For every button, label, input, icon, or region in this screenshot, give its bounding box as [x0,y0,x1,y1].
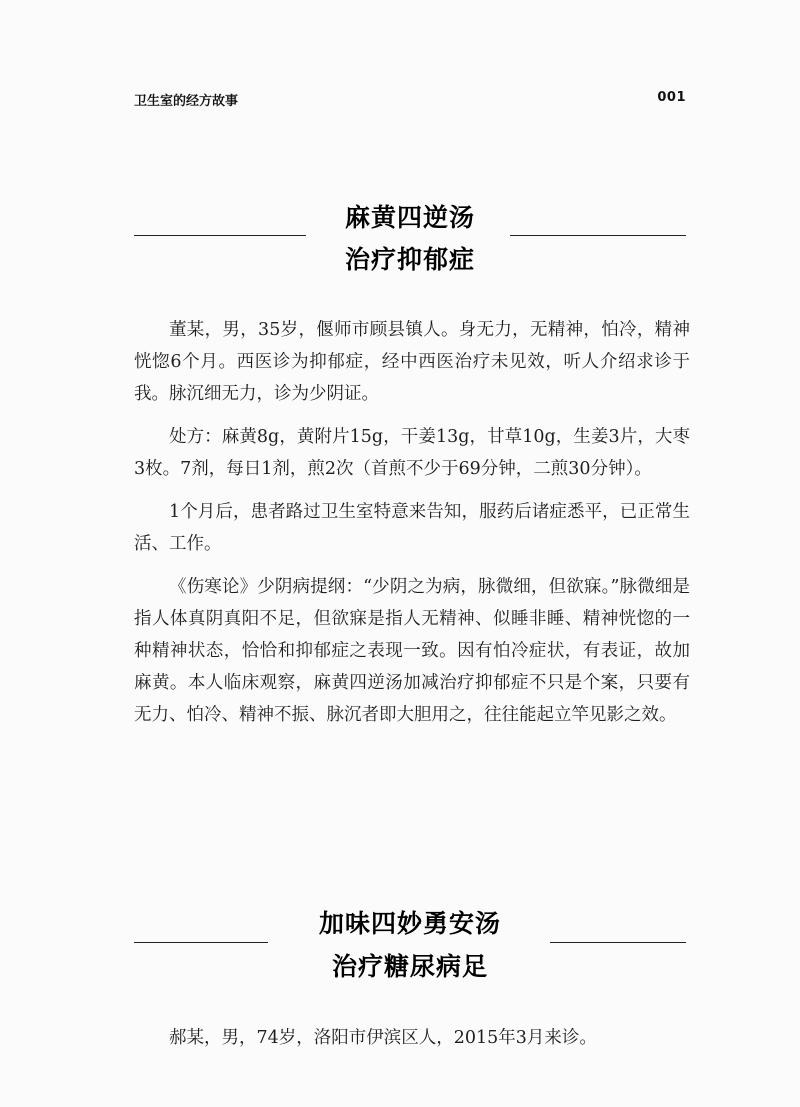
running-header [134,90,686,114]
heading-rule-left [134,942,268,943]
paragraph: 《伤寒论》少阴病提纲：“少阴之为病，脉微细，但欲寐。”脉微细是指人体真阴真阳不足，但欲寐是指人无精神、似睡非睡、精神恍惚的一种精神状态，恰恰和抑郁症之表现一致。因有怕冷症状，有表证，故加麻黄。本人临床观察，麻黄四逆汤加减治疗抑郁症不只是个案，只要有无力、怕冷、精神不振、脉沉者即大胆用之，往往能起立竿见影之效。 [134,577,690,725]
section-title-line1: 麻黄四逆汤 [344,203,475,232]
section-title-line2: 治疗抑郁症 [344,245,475,274]
section-title-line2: 治疗糖尿病足 [331,952,488,981]
section-body-2 [134,1022,690,1065]
heading-rule-right [510,235,686,236]
paragraph: 处方：麻黄8g，黄附片15g，干姜13g，甘草10g，生姜3片，大枣3枚。7剂，每日1剂，煎2次（首煎不少于69分钟，二煎30分钟）。 [134,427,690,479]
paragraph: 1个月后，患者路过卫生室特意来告知，服药后诸症悉平，已正常生活、工作。 [134,502,690,554]
paragraph: 郝某，男，74岁，洛阳市伊滨区人，2015年3月来诊。 [169,1028,597,1048]
section-title-line1: 加味四妙勇安汤 [318,909,501,938]
section-heading-1 [134,196,686,276]
paragraph: 董某，男，35岁，偃师市顾县镇人。身无力，无精神，怕冷，精神恍惚6个月。西医诊为抑郁症，经中西医治疗未见效，听人介绍求诊于我。脉沉细无力，诊为少阴证。 [134,320,690,404]
section-body-1 [134,314,690,742]
page-number: 001 [657,90,686,105]
heading-rule-right [550,942,686,943]
book-title: 卫生室的经方故事 [134,94,239,109]
heading-rule-left [134,235,306,236]
section-heading-2 [134,902,686,984]
